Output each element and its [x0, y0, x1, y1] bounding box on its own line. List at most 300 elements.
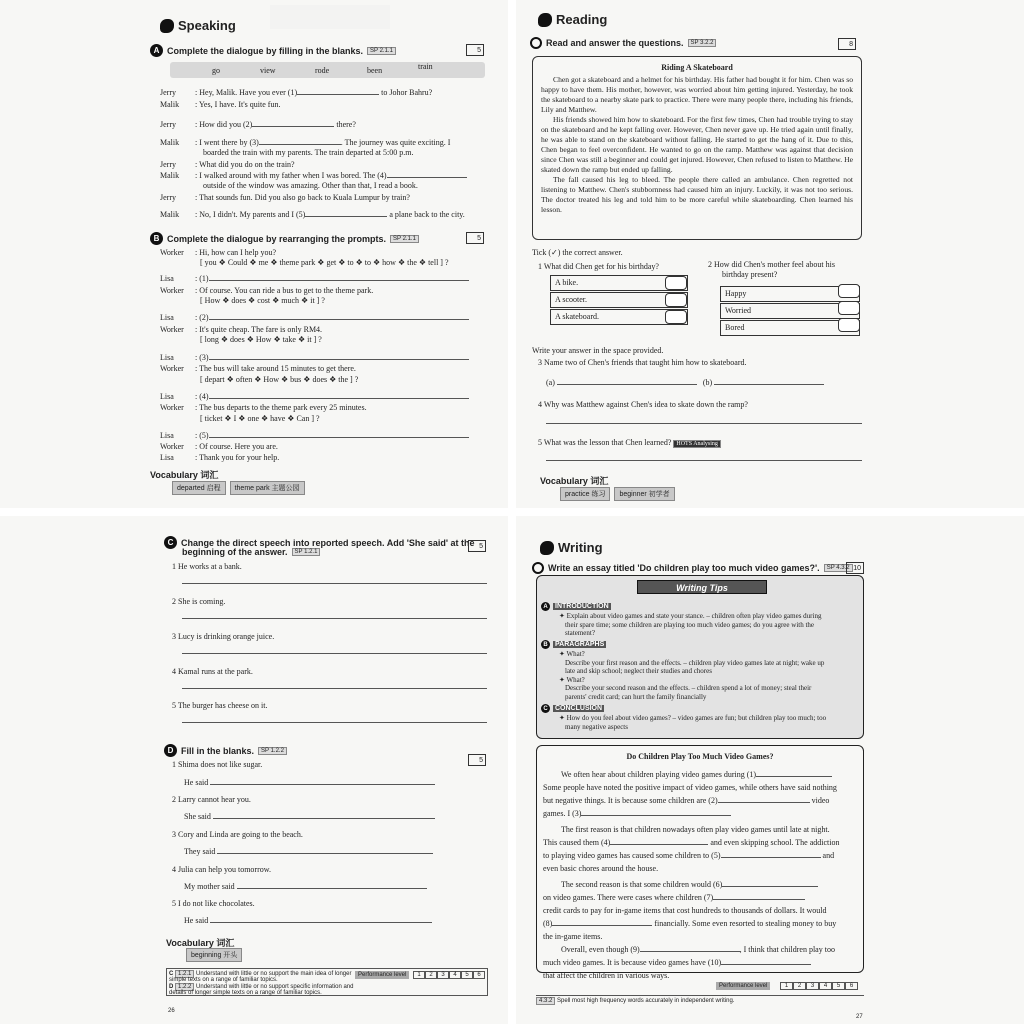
task-a-sp: SP 2.1.1: [367, 47, 396, 55]
dialogue-line: : (1): [195, 274, 469, 284]
tip-line: ✦ What?: [559, 650, 585, 658]
perf-levels: [780, 982, 858, 990]
task-c-marks: 5: [468, 540, 486, 552]
vocab-label: Vocabulary 词汇: [540, 476, 609, 486]
essay-blank-2[interactable]: [718, 802, 810, 803]
line-text: Hey, Malik. Have you ever (1): [199, 88, 298, 97]
tick-box[interactable]: [665, 293, 687, 307]
vocab-chips: [172, 481, 305, 495]
task-c-sp: SP 1.2.1: [292, 548, 321, 556]
answer-line[interactable]: [217, 853, 433, 854]
fill-item: 2 Larry cannot hear you.: [172, 795, 251, 804]
essay-text: that affect the children in various ways.: [543, 971, 670, 980]
answer-line[interactable]: [182, 722, 487, 723]
blank-2[interactable]: [252, 126, 334, 127]
performance-table-left: [166, 968, 488, 996]
answer-line[interactable]: [209, 437, 469, 438]
fill-item: 3 Cory and Linda are going to the beach.: [172, 830, 303, 839]
tips-title: Writing Tips: [637, 580, 767, 594]
question-2: 2 How did Chen's mother feel about his: [708, 260, 835, 269]
tip-line: parents' credit card; can hurt the family financially: [565, 692, 707, 701]
task-a-instruction: Complete the dialogue by filling in the blanks.: [167, 45, 364, 56]
writing-marks: 10: [846, 562, 864, 574]
vocab-box-reading: [540, 474, 608, 487]
essay-text: credit cards to pay for in-game items that cost hundreds to thousands of dollars. It would: [543, 906, 827, 915]
task-b-marks: 5: [466, 232, 484, 244]
speaker: Lisa: [160, 431, 174, 440]
word-bank-item: been: [367, 66, 383, 75]
dialogue-line: : Of course. You can ride a bus to get to the theme park.: [195, 286, 374, 295]
answer-line[interactable]: [209, 398, 469, 399]
perf-level: 6: [845, 982, 858, 990]
answer-line[interactable]: [714, 384, 824, 385]
line-text: Hi, how can I help you?: [199, 248, 277, 257]
task-ring-icon: [530, 37, 542, 49]
vocab-box-speaking: [150, 468, 218, 481]
reading-icon: [538, 13, 552, 27]
page-number: 27: [856, 1014, 863, 1020]
essay-text: on video games. There were cases where children (7): [543, 893, 714, 902]
essay-blank-5[interactable]: [721, 857, 821, 858]
dialogue-line: : The bus will take around 15 minutes to get there.: [195, 364, 356, 373]
story-paragraph: Chen got a skateboard and a helmet for his birthday. His father had bought it for him. Chen was so happy to have them. His mother, however, was worried about him getting injured. Yesterday, he took the skateboard to a nearby skate park to practice. There were many people there, including his friends, Lily and Matthew.: [541, 75, 853, 114]
word-prompt: [ you ❖ Could ❖ me ❖ theme park ❖ get ❖ to ❖ to ❖ how ❖ the ❖ tell ] ?: [200, 258, 449, 267]
vocab-chip: practice 练习: [560, 487, 610, 501]
direct-item: 4 Kamal runs at the park.: [172, 667, 253, 676]
perf-level: 5: [461, 971, 473, 979]
line-after: there?: [336, 120, 356, 129]
blank-1[interactable]: [297, 94, 379, 95]
dialogue-line: : That sounds fun. Did you also go back to Kuala Lumpur by train?: [195, 193, 410, 202]
tip-intro-text: [559, 612, 821, 638]
q3-answers: [546, 378, 824, 388]
dialogue-line: : (5): [195, 431, 469, 441]
essay-blank-4[interactable]: [610, 844, 708, 845]
blank-3[interactable]: [259, 144, 341, 145]
tip-badge: C: [541, 704, 550, 713]
vocab-chips: [186, 948, 242, 962]
option-label: A scooter.: [555, 295, 587, 304]
line-text: The bus departs to the theme park every 25 minutes.: [199, 403, 367, 412]
vocab-label: Vocabulary 词汇: [166, 938, 235, 948]
speaker: Lisa: [160, 313, 174, 322]
task-b-badge: B: [150, 232, 163, 245]
essay-line: [543, 945, 857, 955]
essay-line: [543, 838, 857, 848]
essay-text: We often hear about children playing video games during (1): [561, 770, 757, 779]
perf-level: 2: [793, 982, 806, 990]
speaker: Worker: [160, 403, 184, 412]
question-4: 4 Why was Matthew against Chen's idea to skate down the ramp?: [538, 400, 748, 409]
speaker: Worker: [160, 442, 184, 451]
fill-answer-prefix: My mother said: [184, 882, 235, 891]
speaker: Jerry: [160, 120, 176, 129]
essay-text: video: [811, 796, 830, 805]
task-ring-icon: [532, 562, 544, 574]
reading-title: Reading: [556, 12, 608, 27]
essay-blank-6[interactable]: [722, 886, 818, 887]
word-prompt: [ How ❖ does ❖ cost ❖ much ❖ it ] ?: [200, 296, 325, 305]
word-bank-item: train: [418, 62, 433, 71]
tick-box[interactable]: [838, 318, 860, 332]
perf-code: D: [169, 984, 174, 990]
essay-text: (8): [543, 919, 553, 928]
tip-line: Describe your first reason and the effects. – children play video games late at night; wake up: [565, 658, 825, 667]
blank-4[interactable]: [387, 177, 467, 178]
write-instruction: Write your answer in the space provided.: [532, 346, 664, 355]
fill-item: 4 Julia can help you tomorrow.: [172, 865, 272, 874]
fill-answer-prefix: She said: [184, 812, 211, 821]
line-cont: outside of the window was amazing. Other than that, I read a book.: [203, 181, 418, 190]
essay-line: [543, 919, 857, 929]
dialogue-line: : I went there by (3) . The journey was quite exciting. I: [195, 138, 451, 147]
essay-blank-3[interactable]: [581, 815, 731, 816]
tip-para-text: [559, 650, 824, 701]
line-text: Of course. You can ride a bus to get to the theme park.: [199, 286, 374, 295]
task-b-instruction: Complete the dialogue by rearranging the prompts.: [167, 233, 387, 244]
tip-line: late and skip school; neglect their studies and chores: [565, 667, 712, 675]
speaker: Lisa: [160, 453, 174, 462]
task-d-badge: D: [164, 744, 177, 757]
speaker: Jerry: [160, 160, 176, 169]
task-c-line2: [182, 547, 320, 557]
perf-level: 5: [832, 982, 845, 990]
fill-answer: [184, 916, 432, 926]
tip-line: ✦ Explain about video games and state your stance. – children often play video games during: [559, 612, 822, 620]
essay-text: The second reason is that some children would (6): [561, 880, 723, 889]
reading-instruction: Read and answer the questions.: [546, 38, 684, 48]
tick-instruction: Tick (✓) the correct answer.: [532, 248, 623, 257]
line-cont: boarded the train with my parents. The train departed at 5:00 p.m.: [203, 148, 414, 157]
vocab-chip: beginner 初学者: [614, 487, 674, 501]
tip-line: ✦ What?: [559, 675, 585, 684]
speaker: Lisa: [160, 353, 174, 362]
tip-label: INTRODUCTION: [555, 603, 609, 610]
writing-sp: SP 4.3.2: [824, 564, 853, 572]
line-text: I walked around with my father when I was bored. The (4): [199, 171, 387, 180]
perf-row: [169, 984, 369, 996]
essay-line: [543, 880, 857, 890]
task-a-marks: 5: [466, 44, 484, 56]
line-text: Yes, I have. It's quite fun.: [198, 100, 281, 109]
line-text: (4): [199, 392, 209, 401]
option-label: Happy: [725, 289, 747, 298]
essay-blank-8[interactable]: [552, 925, 652, 926]
option-label: Bored: [725, 323, 745, 332]
essay-line: [543, 809, 857, 819]
writing-instruction: Write an essay titled 'Do children play too much video games?'.: [548, 563, 820, 573]
reading-task: [530, 37, 716, 49]
dialogue-line: : (2): [195, 313, 469, 323]
tip-line: statement?: [565, 629, 595, 637]
page-grammar: [0, 516, 508, 1024]
line-text: That sounds fun. Did you also go back to Kuala Lumpur by train?: [199, 193, 410, 202]
dialogue-line: : It's quite cheap. The fare is only RM4.: [195, 325, 323, 334]
fill-answer-prefix: They said: [184, 847, 216, 856]
line-after: . The journey was quite exciting. I: [340, 138, 451, 147]
speaker: Worker: [160, 248, 184, 257]
essay-blank-9[interactable]: [640, 951, 740, 952]
answer-line[interactable]: [213, 818, 435, 819]
perf-level: 4: [449, 971, 461, 979]
perf-text: Understand with little or no support the main idea of longer simple texts on a range of familiar topics.: [169, 971, 352, 983]
task-b: [150, 232, 419, 245]
perf-level: 3: [806, 982, 819, 990]
essay-box: [536, 745, 864, 980]
answer-line[interactable]: [182, 618, 487, 619]
line-text: Thank you for your help.: [199, 453, 280, 462]
perf-code: C: [169, 971, 174, 977]
dialogue-line: : Yes, I have. It's quite fun.: [195, 100, 281, 109]
essay-line: [543, 796, 857, 806]
tip-badge: A: [541, 602, 550, 611]
essay-text: even resorted to stealing money to buy: [712, 919, 837, 928]
line-text: (2): [199, 313, 209, 322]
speaker: Jerry: [160, 88, 176, 97]
essay-line: [543, 893, 857, 903]
question-3: 3 Name two of Chen's friends that taught him how to skateboard.: [538, 358, 747, 367]
answer-line[interactable]: [210, 784, 435, 785]
fill-item: 1 Shima does not like sugar.: [172, 760, 263, 769]
speaker: Lisa: [160, 274, 174, 283]
perf-label: Performance level: [355, 971, 409, 979]
line-text: (1): [199, 274, 209, 283]
task-a: [150, 44, 396, 57]
vocab-chips: [560, 487, 675, 501]
answer-line[interactable]: [209, 359, 469, 360]
tip-line: their spare time; some children are playing too much video games; do you agree with the: [565, 620, 815, 629]
fill-answer: [184, 847, 433, 857]
word-bank-item: go: [212, 66, 220, 75]
reading-heading: [538, 12, 607, 27]
hots-badge: HOTS Analysing: [673, 440, 721, 448]
answer-line[interactable]: [182, 653, 487, 654]
word-prompt: [ long ❖ does ❖ How ❖ take ❖ it ] ?: [200, 335, 322, 344]
speaker: Malik: [160, 138, 180, 147]
speaker: Lisa: [160, 392, 174, 401]
fill-answer-prefix: He said: [184, 778, 209, 787]
perf-row: [169, 971, 369, 983]
essay-text: Overall, even though (9): [561, 945, 640, 954]
speaker: Worker: [160, 325, 184, 334]
story-paragraph: His friends showed him how to skateboard. For the first few times, Chen had trouble trying to stay on the skateboard and he kept falling over. However, Chen never gave up. He tried again until finally, he was able to stand on the skateboard without falling. He started to get the hang of it. Due to this, Chen began to feel overconfident. He wanted to go on the ramp. Matthew was against that decision since Chen was still a beginner and could get injured. However, Chen refused to listen to Matthew. He skated down the ramp but ended up falling.: [541, 115, 853, 174]
speaking-title: Speaking: [178, 18, 236, 33]
dialogue-line: : Of course. Here you are.: [195, 442, 278, 451]
task-d-marks: 5: [468, 754, 486, 766]
essay-text: to playing video games has caused some children to (5): [543, 851, 721, 860]
tip-conclusion-head: [541, 704, 604, 713]
direct-item: 5 The burger has cheese on it.: [172, 701, 268, 710]
line-text: The bus will take around 15 minutes to get there.: [199, 364, 356, 373]
perf-sp: 4.3.2: [536, 997, 555, 1005]
tip-line: many negative aspects: [565, 722, 628, 731]
task-a-badge: A: [150, 44, 163, 57]
essay-text: , I think that children play too: [739, 945, 835, 954]
dialogue-line: : Hi, how can I help you?: [195, 248, 277, 257]
perf-row: [536, 995, 864, 1004]
line-text: It's quite cheap. The fare is only RM4.: [199, 325, 323, 334]
perf-levels: [413, 971, 485, 979]
vocab-chip: beginning 开头: [186, 948, 242, 962]
perf-level: 1: [780, 982, 793, 990]
story-title: Riding A Skateboard: [661, 63, 733, 72]
task-c-instruction: Change the direct speech into reported speech. Add 'She said' at the: [181, 537, 475, 548]
speaker: Worker: [160, 286, 184, 295]
direct-item: 1 He works at a bank.: [172, 562, 242, 571]
vocab-chip: theme park 主题公园: [230, 481, 305, 495]
fill-answer: [184, 882, 427, 892]
perf-level: 3: [437, 971, 449, 979]
speaker: Malik: [160, 171, 180, 180]
perf-text: Spell most high frequency words accurately in independent writing.: [557, 998, 735, 1004]
writing-task: [532, 562, 853, 574]
task-d-instruction: Fill in the blanks.: [181, 745, 255, 756]
line-text: (3): [199, 353, 209, 362]
dialogue-line: : (3): [195, 353, 469, 363]
dialogue-line: : (4): [195, 392, 469, 402]
task-d: [164, 744, 287, 757]
essay-line: [543, 958, 857, 968]
vocab-label: Vocabulary 词汇: [150, 470, 219, 480]
task-b-sp: SP 2.1.1: [390, 235, 419, 243]
tick-box[interactable]: [838, 284, 860, 298]
blank-5[interactable]: [305, 216, 387, 217]
tip-line: Describe your second reason and the effects. – children spend a lot of money; steal their: [565, 684, 812, 692]
perf-level: 1: [413, 971, 425, 979]
answer-line[interactable]: [546, 460, 862, 461]
line-text: Of course. Here you are.: [199, 442, 278, 451]
page-number: 26: [168, 1008, 175, 1014]
line-text: I went there by (3): [199, 138, 259, 147]
story-paragraph: The fall caused his leg to bleed. The people there called an ambulance. Chen regretted not listening to Matthew. Chen's stubbornness had caused him an injury. Luckily, it was not too serious. The doctor treated his leg and told him to be more careful while skateboarding. Chen learned his lesson.: [541, 175, 853, 214]
essay-text: the in-game items.: [543, 932, 603, 941]
dialogue-line: : How did you (2) there?: [195, 120, 356, 129]
tip-line: ✦ How do you feel about video games? – video games are fun; but children play too much; too: [559, 714, 827, 722]
perf-label: Performance level: [716, 982, 770, 990]
question-1: 1 What did Chen get for his birthday?: [538, 262, 659, 271]
writing-icon: [540, 541, 554, 555]
perf-sp: 1.2.1: [175, 970, 194, 978]
option-label: A skateboard.: [555, 312, 599, 321]
answer-line[interactable]: [209, 280, 469, 281]
direct-item: 2 She is coming.: [172, 597, 226, 606]
task-c-badge: C: [164, 536, 177, 549]
speaker: Jerry: [160, 193, 176, 202]
tick-box[interactable]: [665, 276, 687, 290]
essay-blank-7[interactable]: [713, 899, 805, 900]
word-bank-item: view: [260, 66, 276, 75]
task-d-sp: SP 1.2.2: [258, 747, 287, 755]
tick-box[interactable]: [838, 301, 860, 315]
dialogue-line: : Hey, Malik. Have you ever (1) to Johor Bahru?: [195, 88, 433, 97]
speaker: Malik: [160, 100, 180, 109]
writing-title: Writing: [558, 540, 603, 555]
line-text: What did you do on the train?: [199, 160, 295, 169]
line-text: No, I didn't. My parents and I (5): [199, 210, 306, 219]
question-5: [538, 438, 721, 449]
perf-level: 4: [819, 982, 832, 990]
essay-text: much video games. It is because video games have (10): [543, 958, 722, 967]
essay-text: games. I (3): [543, 809, 582, 818]
perf-text: Understand with little or no support specific information and details of longer simple texts on a range of familiar topics.: [169, 984, 354, 996]
essay-text: Some people have noted the positive impact of video games, while others have said nothing: [543, 783, 837, 792]
speaking-icon: [160, 19, 174, 33]
essay-text: even basic chores around the house.: [543, 864, 659, 873]
tip-badge: B: [541, 640, 550, 649]
answer-line[interactable]: [209, 319, 469, 320]
vocab-chip: departed 启程: [172, 481, 226, 495]
essay-text: The first reason is that children nowadays often play video games until late at night.: [561, 825, 830, 834]
speaking-heading: [160, 18, 236, 33]
perf-level: 6: [473, 971, 485, 979]
q3a-label: (a): [546, 378, 555, 387]
essay-text: and: [822, 851, 835, 860]
essay-blank-10[interactable]: [721, 964, 811, 965]
reading-marks: 8: [838, 38, 856, 50]
perf-sp: 1.2.2: [175, 983, 194, 991]
line-text: (5): [199, 431, 209, 440]
answer-line[interactable]: [182, 583, 487, 584]
question-5-text: 5 What was the lesson that Chen learned?: [538, 438, 672, 447]
writing-tips-box: [536, 575, 864, 739]
answer-line[interactable]: [546, 423, 862, 424]
essay-line: [543, 851, 857, 861]
fill-answer-prefix: He said: [184, 916, 209, 925]
speaker: Worker: [160, 364, 184, 373]
dialogue-line: : No, I didn't. My parents and I (5) a plane back to the city.: [195, 210, 465, 219]
tip-para-head: [541, 640, 606, 649]
answer-line[interactable]: [210, 922, 432, 923]
dialogue-line: : The bus departs to the theme park every 25 minutes.: [195, 403, 367, 412]
essay-text: financially. Some: [654, 919, 711, 928]
option-label: Worried: [725, 306, 752, 315]
task-c-instruction-cont: beginning of the answer.: [182, 547, 288, 557]
tip-conclusion-text: [559, 714, 826, 731]
word-bank-item: rode: [315, 66, 330, 75]
dialogue-line: : I walked around with my father when I was bored. The (4): [195, 171, 467, 181]
essay-line: [543, 770, 857, 780]
story-box: [532, 56, 862, 240]
tick-box[interactable]: [665, 310, 687, 324]
answer-line[interactable]: [557, 384, 697, 385]
essay-blank-1[interactable]: [756, 776, 832, 777]
performance-table-right: [536, 982, 864, 1006]
bleed-through: [270, 5, 390, 29]
tip-label: PARAGRAPHS: [555, 641, 605, 648]
essay-text: and even skipping school. The addiction: [710, 838, 840, 847]
speaker: Malik: [160, 210, 180, 219]
tip-intro-head: [541, 602, 611, 611]
line-after: a plane back to the city.: [389, 210, 465, 219]
option-label: A bike.: [555, 278, 579, 287]
essay-title: Do Children Play Too Much Video Games?: [626, 752, 774, 761]
dialogue-line: : Thank you for your help.: [195, 453, 280, 462]
fill-item: 5 I do not like chocolates.: [172, 899, 255, 908]
answer-line[interactable]: [182, 688, 487, 689]
answer-line[interactable]: [237, 888, 427, 889]
dialogue-line: : What did you do on the train?: [195, 160, 295, 169]
word-prompt: [ ticket ❖ I ❖ one ❖ have ❖ Can ] ?: [200, 414, 320, 423]
essay-text: but negative things. It is because some children are (2): [543, 796, 718, 805]
reading-sp: SP 3.2.2: [688, 39, 717, 47]
fill-answer: [184, 778, 435, 788]
fill-answer: [184, 812, 435, 822]
essay-text: This caused them (4): [543, 838, 611, 847]
writing-heading: [540, 540, 603, 555]
tip-label: CONCLUSION: [555, 705, 603, 712]
word-bank: [170, 62, 485, 78]
line-after: to Johor Bahru?: [381, 88, 433, 97]
